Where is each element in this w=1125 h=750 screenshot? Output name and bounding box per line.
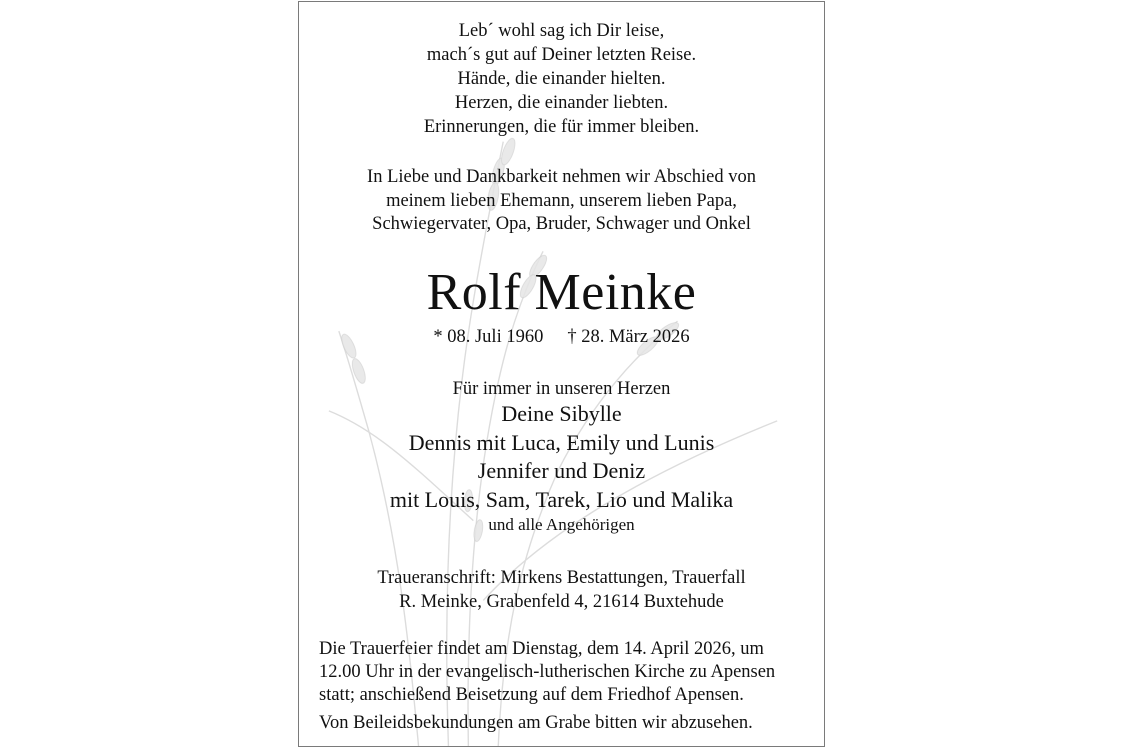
condolence-note: Von Beileidsbekundungen am Grabe bitten wir abzusehen. bbox=[319, 713, 753, 733]
intro-line: Schwiegervater, Opa, Bruder, Schwager und Onkel bbox=[372, 214, 751, 234]
address-line: Traueranschrift: Mirkens Bestattungen, Trauerfall bbox=[377, 568, 746, 588]
poem-line: Herzen, die einander liebten. bbox=[454, 93, 669, 113]
birth-date: * 08. Juli 1960 bbox=[433, 327, 544, 347]
funeral-service-info bbox=[319, 638, 806, 707]
mourner-line: Dennis mit Luca, Emily und Lunis bbox=[408, 429, 715, 455]
service-line: 12.00 Uhr in der evangelisch-lutherischen Kirche zu Apensen bbox=[319, 662, 776, 682]
mourning-address bbox=[299, 567, 824, 614]
mourner-line: Jennifer und Deniz bbox=[477, 458, 646, 483]
memorial-poem bbox=[299, 19, 824, 139]
poem-line: Leb´ wohl sag ich Dir leise, bbox=[458, 21, 665, 41]
poem-line: Erinnerungen, die für immer bleiben. bbox=[423, 117, 700, 137]
poem-line: Hände, die einander hielten. bbox=[457, 69, 666, 89]
address-line: R. Meinke, Grabenfeld 4, 21614 Buxtehude bbox=[399, 591, 724, 612]
mourner-line: Deine Sibylle bbox=[501, 401, 622, 426]
mourners-heading: Für immer in unseren Herzen bbox=[452, 379, 671, 399]
relatives-line: und alle Angehörigen bbox=[488, 515, 635, 534]
mourners-list bbox=[299, 400, 824, 514]
poem-line: mach´s gut auf Deiner letzten Reise. bbox=[426, 45, 697, 65]
service-line: statt; anschießend Beisetzung auf dem Friedhof Apensen. bbox=[319, 685, 744, 705]
obituary-card bbox=[298, 1, 825, 747]
intro-line: meinem lieben Ehemann, unserem lieben Papa, bbox=[386, 190, 737, 211]
death-date: † 28. März 2026 bbox=[567, 327, 690, 347]
life-dates bbox=[299, 325, 824, 349]
deceased-name: Rolf Meinke bbox=[426, 264, 697, 321]
service-line: Die Trauerfeier findet am Dienstag, dem 14. April 2026, um bbox=[319, 639, 764, 659]
intro-line: In Liebe und Dankbarkeit nehmen wir Abschied von bbox=[367, 167, 756, 187]
farewell-intro bbox=[299, 166, 824, 237]
mourner-line: mit Louis, Sam, Tarek, Lio und Malika bbox=[389, 486, 734, 512]
